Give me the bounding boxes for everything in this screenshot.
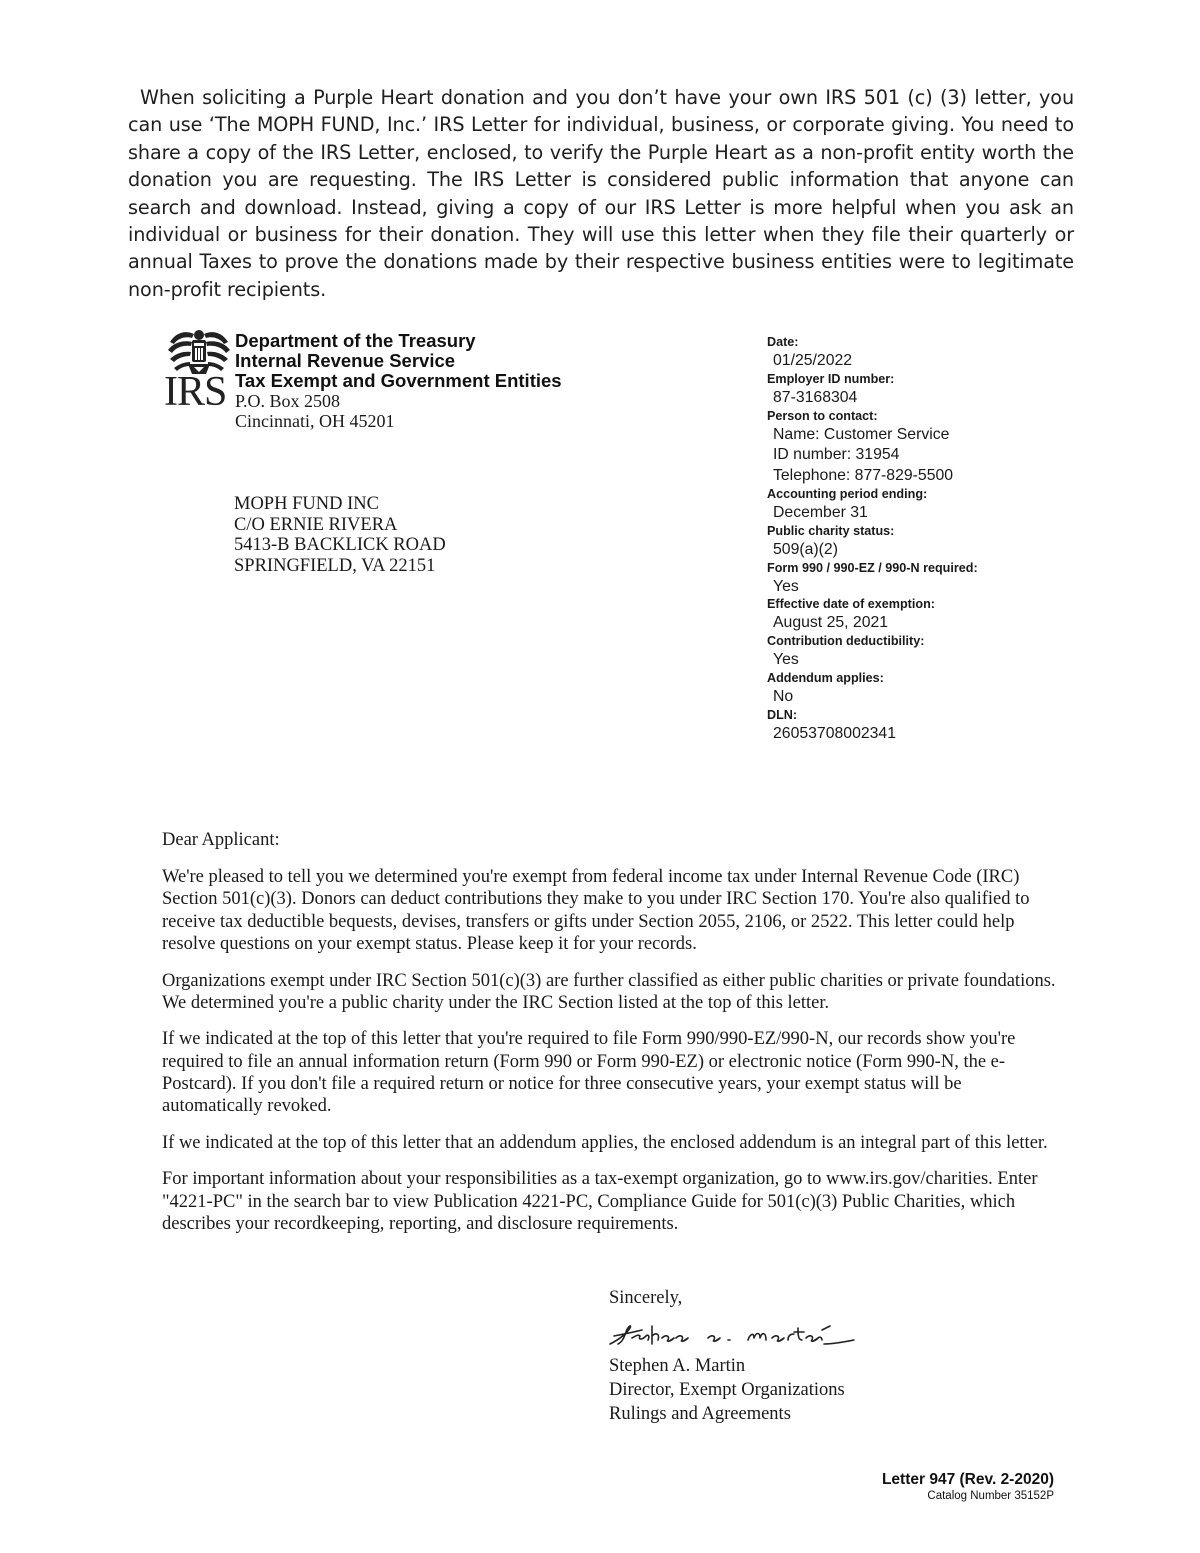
signer-block — [609, 1354, 845, 1426]
letter-body — [162, 829, 1062, 1250]
irs-logo-text: IRS — [164, 369, 227, 415]
signer-title: Director, Exempt Organizations — [609, 1380, 845, 1400]
contact-id: ID number: 31954 — [773, 446, 900, 464]
signer-unit: Rulings and Agreements — [609, 1404, 791, 1424]
date-label: Date: — [767, 335, 799, 349]
agency-service: Internal Revenue Service — [235, 350, 456, 371]
letter-paragraph: We're pleased to tell you we determined you're exempt from federal income tax under Internal Revenue Code (IRC) Section 501(c)(3). Donors can deduct contributions they make to you under IRC Section 170. You're also qualified to receive tax deductible bequests, devises, transfers or gifts under Section 2055, 2106, or 2522. This letter could help resolve questions on your exempt status. Please keep it for your records. — [162, 867, 1030, 954]
form-required-label: Form 990 / 990-EZ / 990-N required: — [767, 560, 978, 575]
contact-phone: Telephone: 877-829-5500 — [773, 467, 954, 485]
addendum-label: Addendum applies: — [767, 670, 884, 685]
deductibility-label: Contribution deductibility: — [767, 634, 925, 649]
ein-value: 87-3168304 — [773, 388, 858, 406]
deductibility-value: Yes — [773, 651, 799, 669]
letter-paragraph: If we indicated at the top of this letter that an addendum applies, the enclosed addendum is an integral part of this letter. — [162, 1132, 1048, 1153]
letter-paragraph: For important information about your responsibilities as a tax-exempt organization, go to www.irs.gov/charities. Enter "4221-PC" in the search bar to view Publication 4221-PC, Compliance Guide for 501(c)(3) Public Charities, which describes your recordkeeping, reporting, and disclosure requirements. — [162, 1169, 1038, 1234]
recipient-line: SPRINGFIELD, VA 22151 — [234, 555, 436, 576]
dln-label: DLN: — [767, 707, 798, 722]
form-required-value: Yes — [773, 577, 799, 595]
recipient-address — [234, 494, 446, 576]
effective-date-label: Effective date of exemption: — [767, 597, 935, 612]
contact-label: Person to contact: — [767, 408, 878, 423]
agency-city: Cincinnati, OH 45201 — [235, 411, 395, 431]
handwritten-signature — [608, 1318, 858, 1350]
ein-label: Employer ID number: — [767, 371, 895, 386]
charity-status-value: 509(a)(2) — [773, 540, 838, 558]
accounting-value: December 31 — [773, 503, 868, 521]
intro-paragraph: When soliciting a Purple Heart donation and you don’t have your own IRS 501 (c) (3) letter, you can use ‘The MOPH FUND, Inc.’ IRS Letter for individual, business, or corporate giving. You need to share a copy of the IRS Letter, enclosed, to verify the Purple Heart as a non-profit entity worth the donation you are requesting. The IRS Letter is considered public information that anyone can search and download. Instead, giving a copy of our IRS Letter is more helpful when you ask an individual or business for their donation. They will use this letter when they file their quarterly or annual Taxes to prove the donations made by their respective business entities were to legitimate non-profit recipients. — [128, 86, 1074, 301]
agency-division: Tax Exempt and Government Entities — [235, 370, 562, 391]
recipient-line: C/O ERNIE RIVERA — [234, 514, 398, 535]
date-value: 01/25/2022 — [773, 352, 853, 369]
recipient-line: 5413-B BACKLICK ROAD — [234, 535, 446, 555]
agency-header — [235, 331, 562, 431]
dln-value: 26053708002341 — [773, 724, 896, 742]
contact-name: Name: Customer Service — [773, 425, 950, 443]
recipient-line: MOPH FUND INC — [234, 494, 379, 514]
charity-status-label: Public charity status: — [767, 523, 895, 538]
catalog-number: Catalog Number 35152P — [927, 1490, 1054, 1502]
form-identifier — [882, 1470, 1054, 1504]
irs-logo — [164, 328, 232, 414]
effective-date-value: August 25, 2021 — [773, 614, 889, 632]
letter-info-fields — [767, 335, 1067, 745]
letter-paragraph: If we indicated at the top of this letter that you're required to file Form 990/990-EZ/990-N, our records show you're required to file an annual information return (Form 990 or Form 990-EZ) or electronic notice (Form 990-N, the e-Postcard). If you don't file a required return or notice for three consecutive years, your exempt status will be automatically revoked. — [162, 1029, 1016, 1117]
agency-department: Department of the Treasury — [235, 330, 476, 351]
closing: Sincerely, — [609, 1288, 683, 1308]
agency-po-box: P.O. Box 2508 — [235, 391, 341, 411]
salutation: Dear Applicant: — [162, 830, 280, 850]
accounting-label: Accounting period ending: — [767, 486, 928, 501]
letter-paragraph: Organizations exempt under IRC Section 501(c)(3) are further classified as either public charities or private foundations. We determined you're a public charity under the IRC Section listed at the top of this letter. — [162, 970, 1056, 1013]
form-name: Letter 947 (Rev. 2-2020) — [881, 1471, 1054, 1488]
addendum-value: No — [773, 687, 794, 705]
signer-name: Stephen A. Martin — [609, 1356, 746, 1376]
